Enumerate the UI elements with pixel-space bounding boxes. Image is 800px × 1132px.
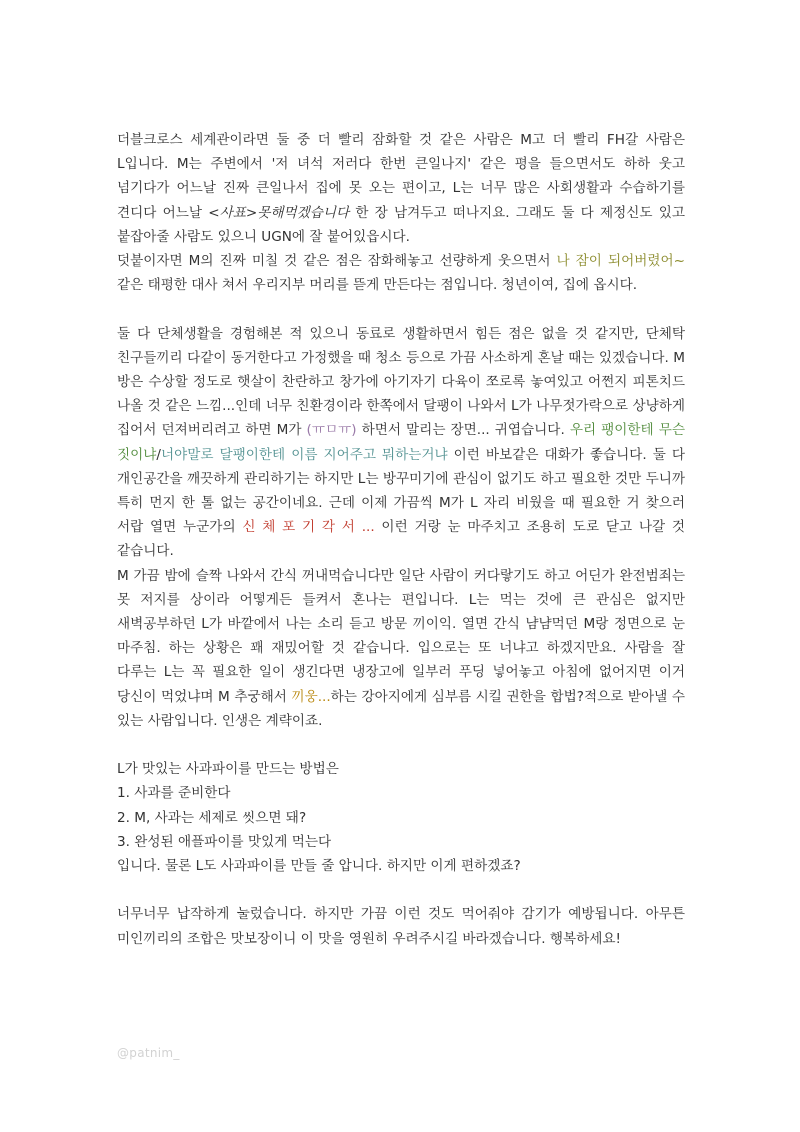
list-item: 2. M, 사과는 세제로 씻으면 돼? [117,809,307,826]
text-run: 하면서 말리는 장면... 귀엽습니다. [356,422,570,439]
highlight-orange-text: 끼웅... [291,688,331,705]
paragraph-closing [117,902,685,950]
emoticon-text: (ㅠㅁㅠ) [306,422,357,439]
paragraph-gap [117,733,685,757]
text-run: M 가끔 밤에 슬짝 나와서 간식 꺼내먹습니다만 일단 사람이 커다랗기도 하고 어딘가 완전범죄는 못 저지를 상이라 어떻게든 들켜서 혼나는 편입니다. L는 먹는 것에 큰 관심은 없지만 새벽공부하던 L가 바깥에서 나는 소리 듣고 방문 끼이익. 열면 간식 냠냠먹던 M랑 정면으로 눈 마주침. 하는 상황은 꽤 재밌어할 것 같습니다. 입으로는 또 너냐고 하겠지만요. 사람을 잘 다루는 L는 꼭 필요한 일이 생긴다면 냉장고에 일부러 푸딩 넣어놓고 아침에 없어지면 이거 당신이 먹었냐며 M 추궁해서 [117,567,685,705]
list-outro: 입니다. 물론 L도 사과파이를 만들 줄 압니다. 하지만 이게 편하겠죠? [117,858,521,875]
paragraph-gap [117,878,685,902]
text-run: 덧붙이자면 M의 진짜 미칠 것 같은 점은 잠화해놓고 선량하게 웃으면서 [117,253,557,270]
text-run: 하는 강아지에게 심부름 시킬 권한을 합법?적으로 받아낼 수 있는 사람입니다. 인생은 계략이죠. [117,688,685,729]
text-run: 같은 태평한 대사 쳐서 우리지부 머리를 뜯게 만든다는 점입니다. 청년이여, 집에 옵시다. [117,277,638,294]
paragraph-gap [117,297,685,321]
list-item: 1. 사과를 준비한다 [117,785,231,802]
paragraph-addendum [117,249,685,297]
text-run: 이런 바보같은 대화가 좋습니다. 둘 다 개인공간을 깨끗하게 관리하기는 하지만 L는 방꾸미기에 관심이 없기도 하고 필요한 것만 두니까 특히 먼지 한 톨 없는 공간이네요. 근데 이제 가끔씩 M가 L 자리 비웠을 때 필요한 거 찾으러 서랍 열면 누군가의 [117,446,685,536]
document-body [117,128,685,951]
paragraph-group-living [117,322,685,564]
resignation-note-text: <사표>못해먹겠습니다 [208,204,350,221]
paragraph-night-snack [117,564,685,733]
author-watermark: @patnim_ [117,1046,180,1060]
text-run: / [156,446,161,463]
paragraph-double-cross [117,128,685,249]
text-run: 한 장 남겨두고 떠나지요. 그래도 둘 다 제정신도 있고 붙잡아줄 사람도 있으니 UGN에 잘 붙어있읍시다. [117,204,685,245]
text-run: 둘 다 단체생활을 경험해본 적 있으니 동료로 생활하면서 힘든 점은 없을 것 같지만, 단체탁 친구들끼리 다같이 동거한다고 가정했을 때 청소 등으로 가끔 사소하게 혼날 때는 있겠습니다. M 방은 수상할 정도로 햇살이 찬란하고 창가에 아기자기 다육이 쪼로록 놓여있고 어쩐지 피톤치드 나올 것 같은 느낌...인데 너무 친환경이라 한쪽에서 달팽이 나와서 L가 나무젓가락으로 상냥하게 집어서 던져버리려고 하면 M가 [117,325,685,439]
list-item: 3. 완성된 애플파이를 맛있게 먹는다 [117,833,332,850]
highlight-quote-olive: 나 잠이 되어버렸어~ [556,253,685,270]
highlight-quote-teal: 너야말로 달팽이한테 이름 지어주고 뭐하는거냐 [161,446,448,463]
text-run: 이런 거랑 눈 마주치고 조용히 도로 닫고 나갈 것 같습니다. [117,519,686,560]
text-run: 너무너무 납작하게 눌렀습니다. 하지만 가끔 이런 것도 먹어줘야 감기가 예방됩니다. 아무튼 미인끼리의 조합은 맛보장이니 이 맛을 영원히 우려주시길 바라겠습니다. 행복하세요! [117,906,685,947]
highlight-quote-green: 우리 팽이한테 무슨 짓이냐 [117,422,685,463]
list-intro: L가 맛있는 사과파이를 만드는 방법은 [117,761,339,778]
text-run: 더블크로스 세계관이라면 둘 중 더 빨리 잠화할 것 같은 사람은 M고 더 빨리 FH갈 사람은 L입니다. M는 주변에서 '저 녀석 저러다 한번 큰일나지' 같은 평을 들으면서도 하하 웃고 넘기다가 어느날 진짜 큰일나서 집에 못 오는 편이고, L는 너무 많은 사회생활과 수습하기를 견디다 어느날 [117,132,685,221]
highlight-red-text: 신 체 포 기 각 서 ... [242,519,375,536]
